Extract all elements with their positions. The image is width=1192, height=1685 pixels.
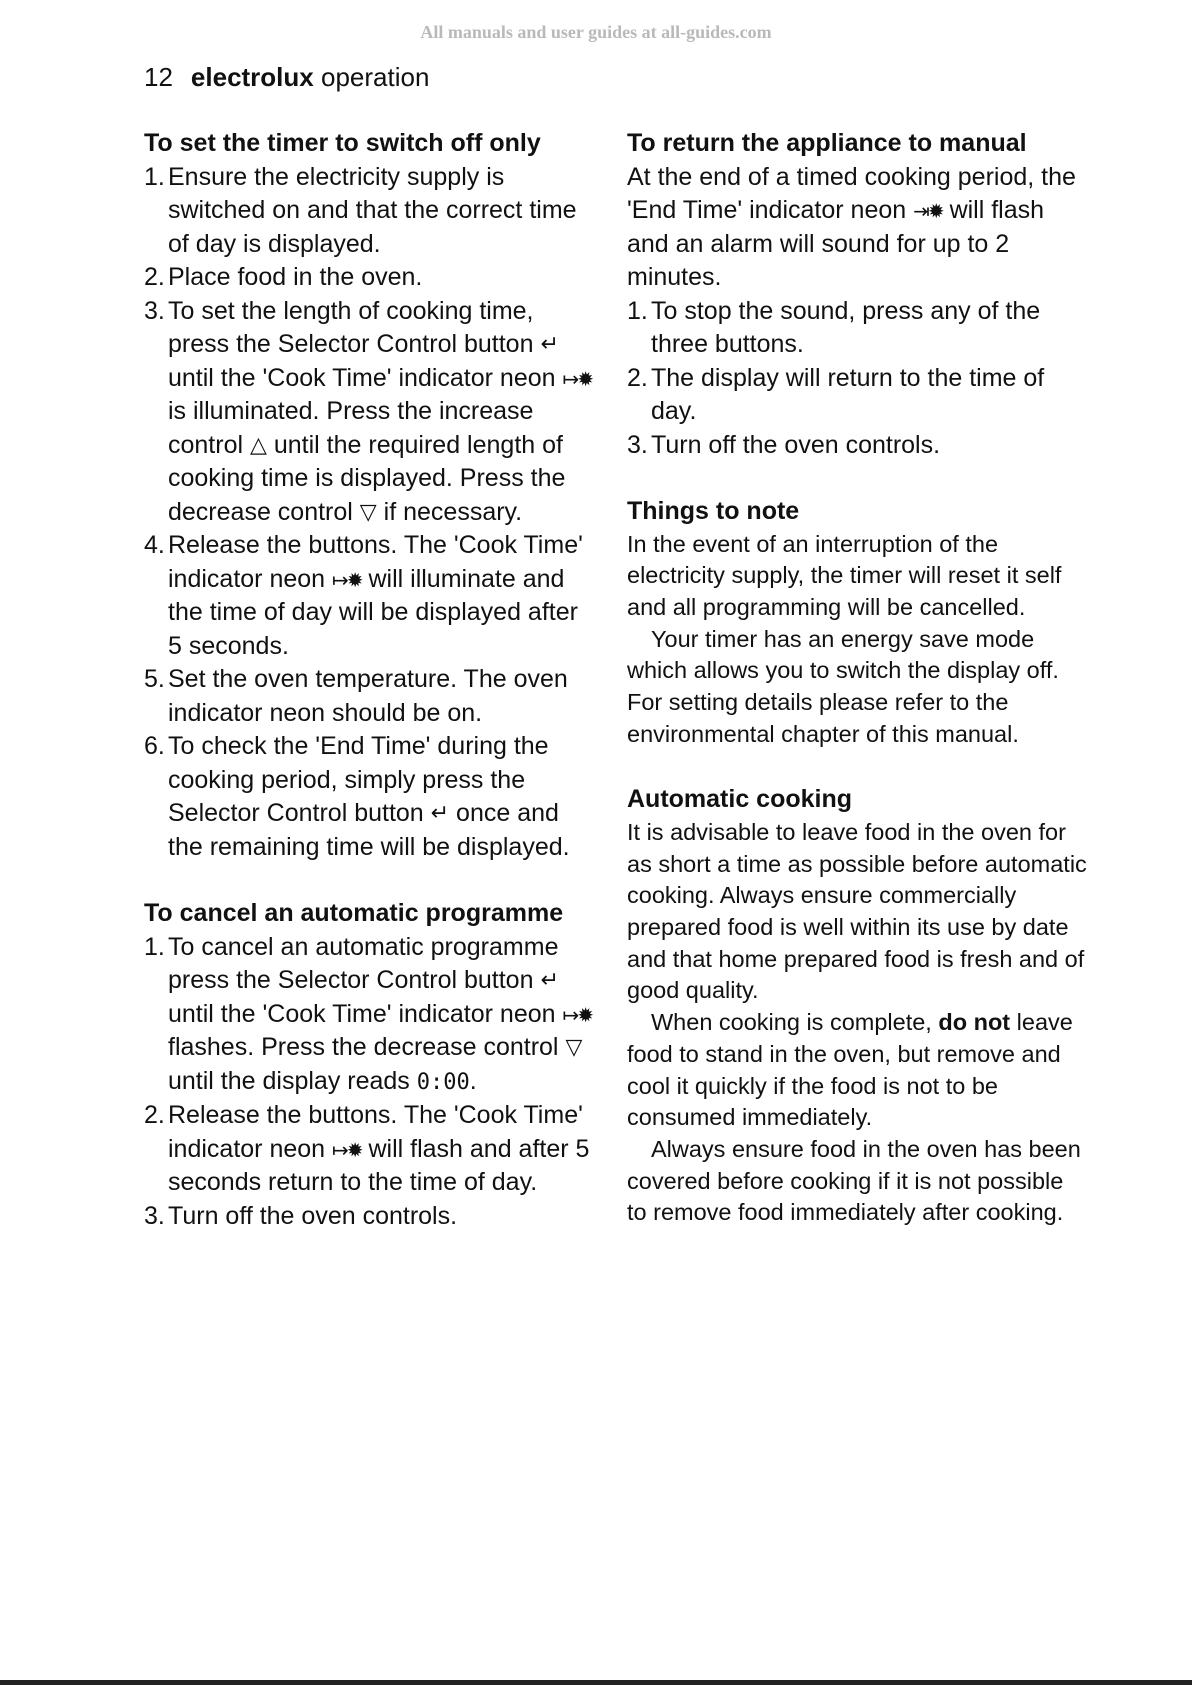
step-text: Set the oven temperature. The oven indicator neon should be on. bbox=[168, 665, 568, 727]
step-text: Release the buttons. The 'Cook Time' indicator neon bbox=[168, 1101, 583, 1163]
auto-text: When cooking is complete, bbox=[651, 1009, 939, 1036]
heading-cancel: To cancel an automatic programme bbox=[144, 899, 564, 927]
step-number: 5. bbox=[144, 665, 165, 693]
list-item bbox=[144, 730, 594, 864]
notes-paragraph: In the event of an interruption of the electricity supply, the timer will reset it self and all programming will be cancelled. bbox=[627, 530, 1062, 620]
step-text: until the 'Cook Time' indicator neon bbox=[168, 999, 556, 1028]
right-column bbox=[627, 127, 1087, 1229]
decrease-triangle-icon: ▽ bbox=[359, 499, 377, 525]
step-text: Turn off the oven controls. bbox=[651, 430, 941, 459]
cook-time-neon-icon: ↦✹ bbox=[332, 567, 362, 592]
page-number: 12 bbox=[144, 62, 173, 92]
heading-notes: Things to note bbox=[627, 497, 800, 525]
left-column bbox=[144, 127, 594, 1233]
heading-manual: To return the appliance to manual bbox=[627, 129, 1027, 157]
list-item bbox=[144, 161, 594, 262]
step-text: if necessary. bbox=[383, 497, 523, 526]
step-number: 1. bbox=[627, 296, 648, 325]
list-item bbox=[144, 1099, 594, 1200]
auto-paragraph: It is advisable to leave food in the oven for as short a time as possible before automatic cooking. Always ensure commercially prepared food is well within its use by date and that home prepared food is fresh and of good quality. bbox=[627, 818, 1087, 1004]
decrease-triangle-icon: ▽ bbox=[565, 1035, 583, 1061]
cook-time-neon-icon: ↦✹ bbox=[332, 1137, 362, 1162]
step-text: flashes. Press the decrease control bbox=[168, 1033, 559, 1061]
step-number: 2. bbox=[627, 363, 648, 392]
list-item bbox=[144, 1200, 594, 1234]
step-text: once and the remaining time will be displayed. bbox=[168, 799, 570, 861]
step-number: 3. bbox=[144, 296, 165, 325]
auto-paragraph: Always ensure food in the oven has been covered before cooking if it is not possible to remove food immediately after cooking. bbox=[627, 1135, 1081, 1226]
cook-time-neon-icon: ↦✹ bbox=[562, 366, 593, 391]
step-text: until the 'Cook Time' indicator neon bbox=[168, 363, 556, 392]
step-number: 3. bbox=[627, 430, 648, 459]
heading-automatic-cooking: Automatic cooking bbox=[627, 785, 853, 814]
step-number: 4. bbox=[144, 531, 165, 559]
list-item bbox=[144, 529, 594, 663]
page-header bbox=[144, 62, 429, 93]
display-reading: 0:00 bbox=[416, 1069, 470, 1095]
step-number: 2. bbox=[144, 263, 165, 291]
list-item bbox=[627, 429, 1087, 463]
step-text: until the required length of cooking time is displayed. Press the decrease control bbox=[168, 430, 566, 526]
step-text: To set the length of cooking time, press the Selector Control button bbox=[168, 296, 534, 358]
list-item bbox=[627, 362, 1087, 429]
step-text: To cancel an automatic programme press the Selector Control button bbox=[168, 932, 559, 994]
step-number: 2. bbox=[144, 1101, 165, 1129]
step-text: until the display reads bbox=[168, 1066, 410, 1095]
end-time-neon-icon: ⇥✹ bbox=[913, 199, 943, 224]
timer-off-steps bbox=[144, 161, 594, 865]
section-name: operation bbox=[320, 62, 430, 92]
intro-text: At the end of a timed cooking period, the 'End Time' indicator neon bbox=[627, 162, 1076, 224]
list-item bbox=[144, 295, 594, 530]
step-number: 3. bbox=[144, 1201, 165, 1230]
list-item bbox=[144, 261, 594, 295]
step-text: is illuminated. Press the increase control bbox=[168, 397, 534, 459]
selector-control-icon: ↵ bbox=[430, 801, 450, 827]
brand-name: electrolux bbox=[190, 62, 314, 92]
step-number: 1. bbox=[144, 162, 165, 191]
step-text: will illuminate and the time of day will be displayed after 5 seconds. bbox=[168, 564, 578, 660]
step-text: Turn off the oven controls. bbox=[168, 1201, 458, 1230]
step-text: Release the buttons. The 'Cook Time' indicator neon bbox=[168, 531, 583, 593]
manual-intro bbox=[627, 161, 1087, 295]
list-item bbox=[627, 295, 1087, 362]
heading-timer-off: To set the timer to switch off only bbox=[144, 129, 541, 157]
auto-text: leave food to stand in the oven, but remove and cool it quickly if the food is not to be consumed immediately. bbox=[627, 1009, 1073, 1131]
watermark: All manuals and user guides at all-guides.com bbox=[420, 22, 772, 42]
step-text: . bbox=[469, 1066, 477, 1095]
step-text: To stop the sound, press any of the three buttons. bbox=[651, 296, 1041, 358]
list-item bbox=[144, 931, 594, 1100]
step-text: Ensure the electricity supply is switched on and that the correct time of day is displayed. bbox=[168, 162, 577, 258]
selector-control-icon: ↵ bbox=[540, 332, 559, 358]
step-number: 6. bbox=[144, 732, 165, 760]
step-text: To check the 'End Time' during the cooking period, simply press the Selector Control button bbox=[168, 732, 549, 827]
step-text: will flash and after 5 seconds return to the time of day. bbox=[168, 1134, 590, 1196]
step-text: Place food in the oven. bbox=[168, 263, 423, 291]
bottom-rule bbox=[0, 1680, 1192, 1685]
cook-time-neon-icon: ↦✹ bbox=[562, 1002, 593, 1027]
emphasis-text: do not bbox=[938, 1009, 1011, 1036]
selector-control-icon: ↵ bbox=[540, 968, 559, 994]
intro-text: will flash and an alarm will sound for up to 2 minutes. bbox=[627, 196, 1045, 291]
cancel-steps bbox=[144, 931, 594, 1234]
manual-steps bbox=[627, 295, 1087, 463]
auto-paragraph bbox=[627, 1007, 1087, 1134]
list-item bbox=[144, 663, 594, 730]
step-number: 1. bbox=[144, 932, 165, 961]
notes-paragraph: Your timer has an energy save mode which allows you to switch the display off. For setting details please refer to the environmental chapter of this manual. bbox=[627, 625, 1059, 747]
step-text: The display will return to the time of day. bbox=[651, 363, 1045, 425]
increase-triangle-icon: △ bbox=[250, 432, 267, 458]
